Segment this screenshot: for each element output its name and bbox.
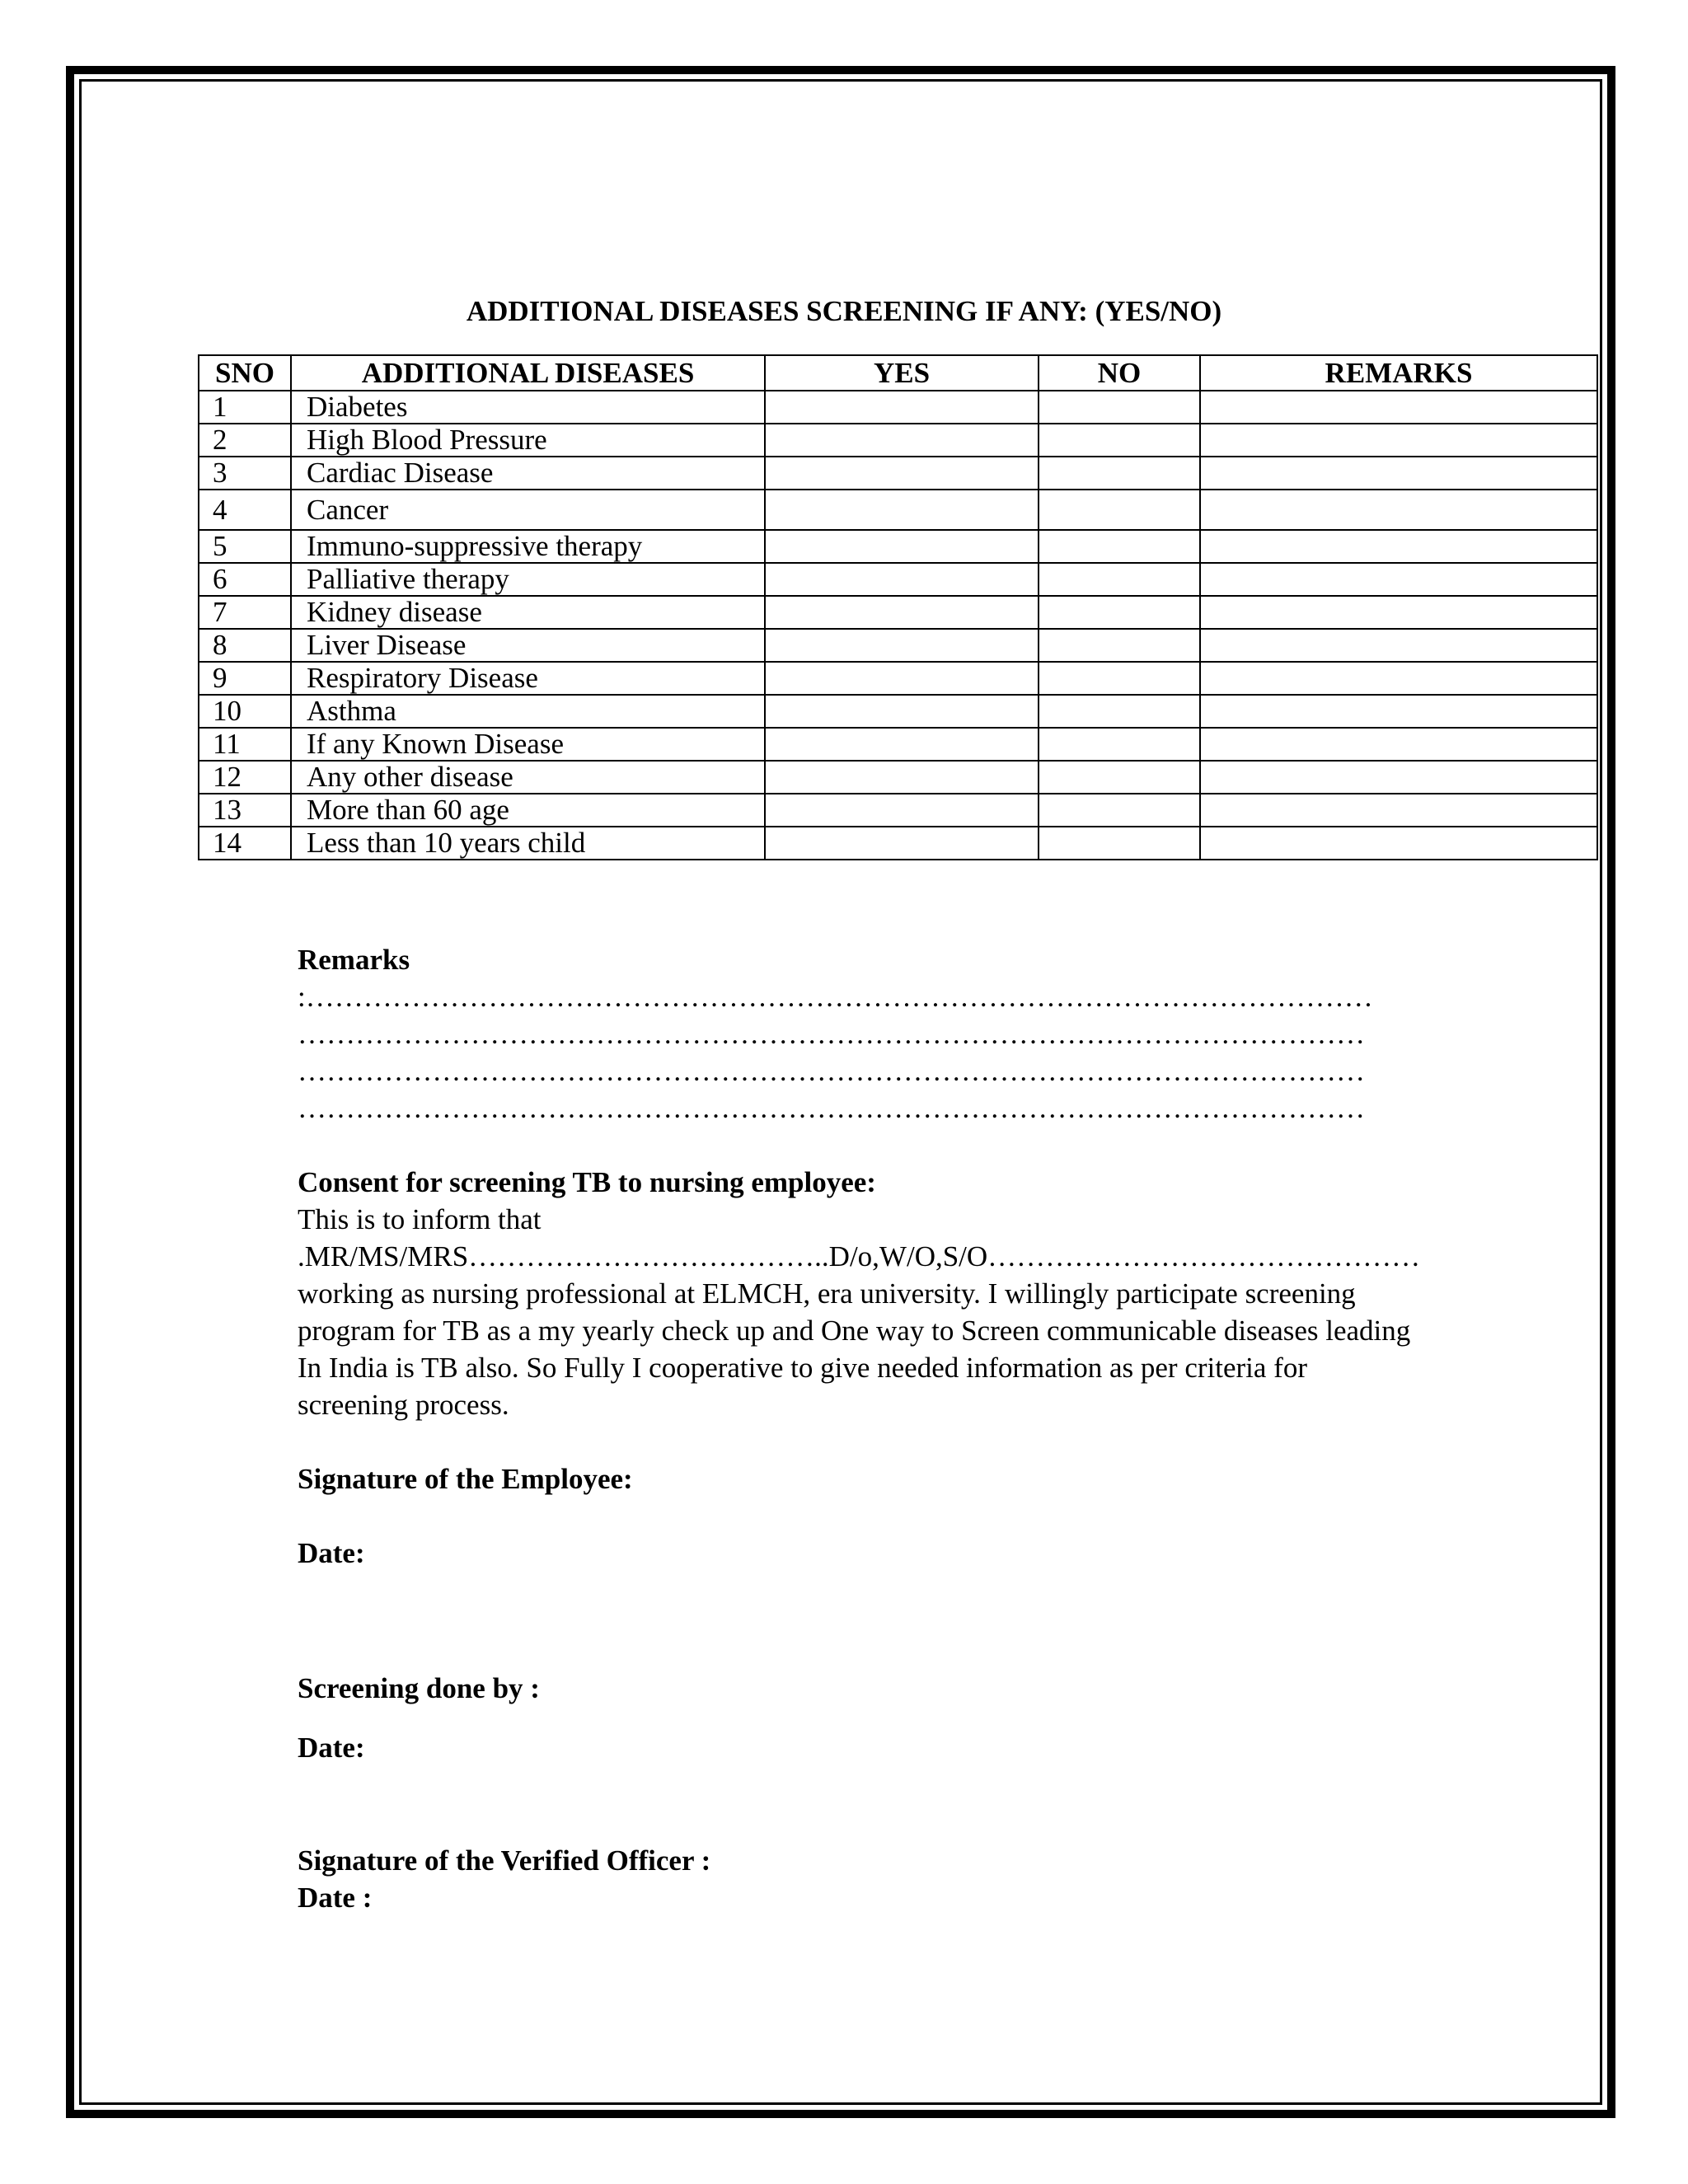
no-cell[interactable] [1039,424,1200,457]
table-row [199,424,1597,457]
disease-cell: Diabetes [291,391,765,424]
disease-cell: Asthma [291,695,765,728]
sno-cell: 7 [199,596,291,629]
sno-cell: 2 [199,424,291,457]
sno-cell: 8 [199,629,291,662]
sno-cell: 9 [199,662,291,695]
table-row [199,391,1597,424]
header-remarks: REMARKS [1200,355,1597,391]
disease-cell: Cardiac Disease [291,457,765,490]
table-row [199,563,1597,596]
yes-cell[interactable] [765,391,1039,424]
yes-cell[interactable] [765,490,1039,530]
consent-line-6: screening process. [298,1389,509,1421]
no-cell[interactable] [1039,794,1200,827]
remarks-cell[interactable] [1200,794,1597,827]
no-cell[interactable] [1039,728,1200,761]
disease-cell: Respiratory Disease [291,662,765,695]
disease-cell: High Blood Pressure [291,424,765,457]
date-label-officer: Date : [298,1882,373,1914]
header-additional-diseases: ADDITIONAL DISEASES [291,355,765,391]
table-row [199,761,1597,794]
remarks-cell[interactable] [1200,563,1597,596]
sno-cell: 12 [199,761,291,794]
disease-cell: Palliative therapy [291,563,765,596]
no-cell[interactable] [1039,761,1200,794]
table-row [199,530,1597,563]
remarks-cell[interactable] [1200,391,1597,424]
yes-cell[interactable] [765,728,1039,761]
sno-cell: 6 [199,563,291,596]
remarks-cell[interactable] [1200,761,1597,794]
no-cell[interactable] [1039,827,1200,860]
remarks-line-1[interactable]: :………………………………………………………………………………………………… [298,981,1373,1013]
sno-cell: 11 [199,728,291,761]
remarks-cell[interactable] [1200,596,1597,629]
remarks-cell[interactable] [1200,457,1597,490]
no-cell[interactable] [1039,530,1200,563]
remarks-cell[interactable] [1200,530,1597,563]
no-cell[interactable] [1039,695,1200,728]
remarks-cell[interactable] [1200,695,1597,728]
remarks-line-3[interactable]: ………………………………………………………………………………………………… [298,1055,1365,1087]
table-row [199,728,1597,761]
remarks-line-2[interactable]: ………………………………………………………………………………………………… [298,1018,1365,1050]
yes-cell[interactable] [765,761,1039,794]
sno-cell: 3 [199,457,291,490]
yes-cell[interactable] [765,629,1039,662]
disease-cell: Immuno-suppressive therapy [291,530,765,563]
date-label-employee: Date: [298,1537,365,1569]
table-row [199,490,1597,530]
remarks-cell[interactable] [1200,490,1597,530]
disease-cell: Cancer [291,490,765,530]
table-row [199,827,1597,860]
consent-heading: Consent for screening TB to nursing employee: [298,1166,876,1198]
yes-cell[interactable] [765,424,1039,457]
table-row [199,629,1597,662]
yes-cell[interactable] [765,827,1039,860]
header-yes: YES [765,355,1039,391]
yes-cell[interactable] [765,530,1039,563]
disease-cell: Less than 10 years child [291,827,765,860]
remarks-cell[interactable] [1200,827,1597,860]
disease-cell: Kidney disease [291,596,765,629]
consent-line-1: This is to inform that [298,1203,542,1235]
table-row [199,457,1597,490]
no-cell[interactable] [1039,662,1200,695]
table-row [199,695,1597,728]
sno-cell: 1 [199,391,291,424]
remarks-cell[interactable] [1200,662,1597,695]
remarks-label: Remarks [298,944,410,976]
sno-cell: 13 [199,794,291,827]
header-no: NO [1039,355,1200,391]
header-sno: SNO [199,355,291,391]
sno-cell: 4 [199,490,291,530]
no-cell[interactable] [1039,457,1200,490]
yes-cell[interactable] [765,596,1039,629]
disease-cell: Any other disease [291,761,765,794]
remarks-cell[interactable] [1200,424,1597,457]
remarks-cell[interactable] [1200,629,1597,662]
sno-cell: 14 [199,827,291,860]
signature-employee-label: Signature of the Employee: [298,1463,633,1495]
remarks-cell[interactable] [1200,728,1597,761]
sno-cell: 10 [199,695,291,728]
screening-done-by-label: Screening done by : [298,1672,540,1704]
yes-cell[interactable] [765,695,1039,728]
no-cell[interactable] [1039,490,1200,530]
consent-line-4: program for TB as a my yearly check up and One way to Screen communicable diseases leading [298,1315,1411,1347]
diseases-table [198,354,1598,860]
disease-cell: More than 60 age [291,794,765,827]
disease-cell: If any Known Disease [291,728,765,761]
yes-cell[interactable] [765,563,1039,596]
yes-cell[interactable] [765,457,1039,490]
yes-cell[interactable] [765,662,1039,695]
no-cell[interactable] [1039,596,1200,629]
table-row [199,662,1597,695]
sno-cell: 5 [199,530,291,563]
table-row [199,596,1597,629]
consent-line-3: working as nursing professional at ELMCH, era university. I willingly participate screening [298,1277,1356,1310]
no-cell[interactable] [1039,391,1200,424]
form-title: ADDITIONAL DISEASES SCREENING IF ANY: (YES/NO) [466,295,1222,327]
yes-cell[interactable] [765,794,1039,827]
signature-officer-label: Signature of the Verified Officer : [298,1844,711,1877]
no-cell[interactable] [1039,563,1200,596]
date-label-screening: Date: [298,1732,365,1764]
consent-line-5: In India is TB also. So Fully I cooperative to give needed information as per criteria for [298,1352,1307,1384]
table-row [199,794,1597,827]
consent-line-2[interactable]: .MR/MS/MRS………………………………..D/o,W/O,S/O……………………………………… [298,1240,1421,1272]
remarks-line-4[interactable]: ………………………………………………………………………………………………… [298,1092,1365,1124]
disease-cell: Liver Disease [291,629,765,662]
no-cell[interactable] [1039,629,1200,662]
table-header-row [199,355,1597,391]
